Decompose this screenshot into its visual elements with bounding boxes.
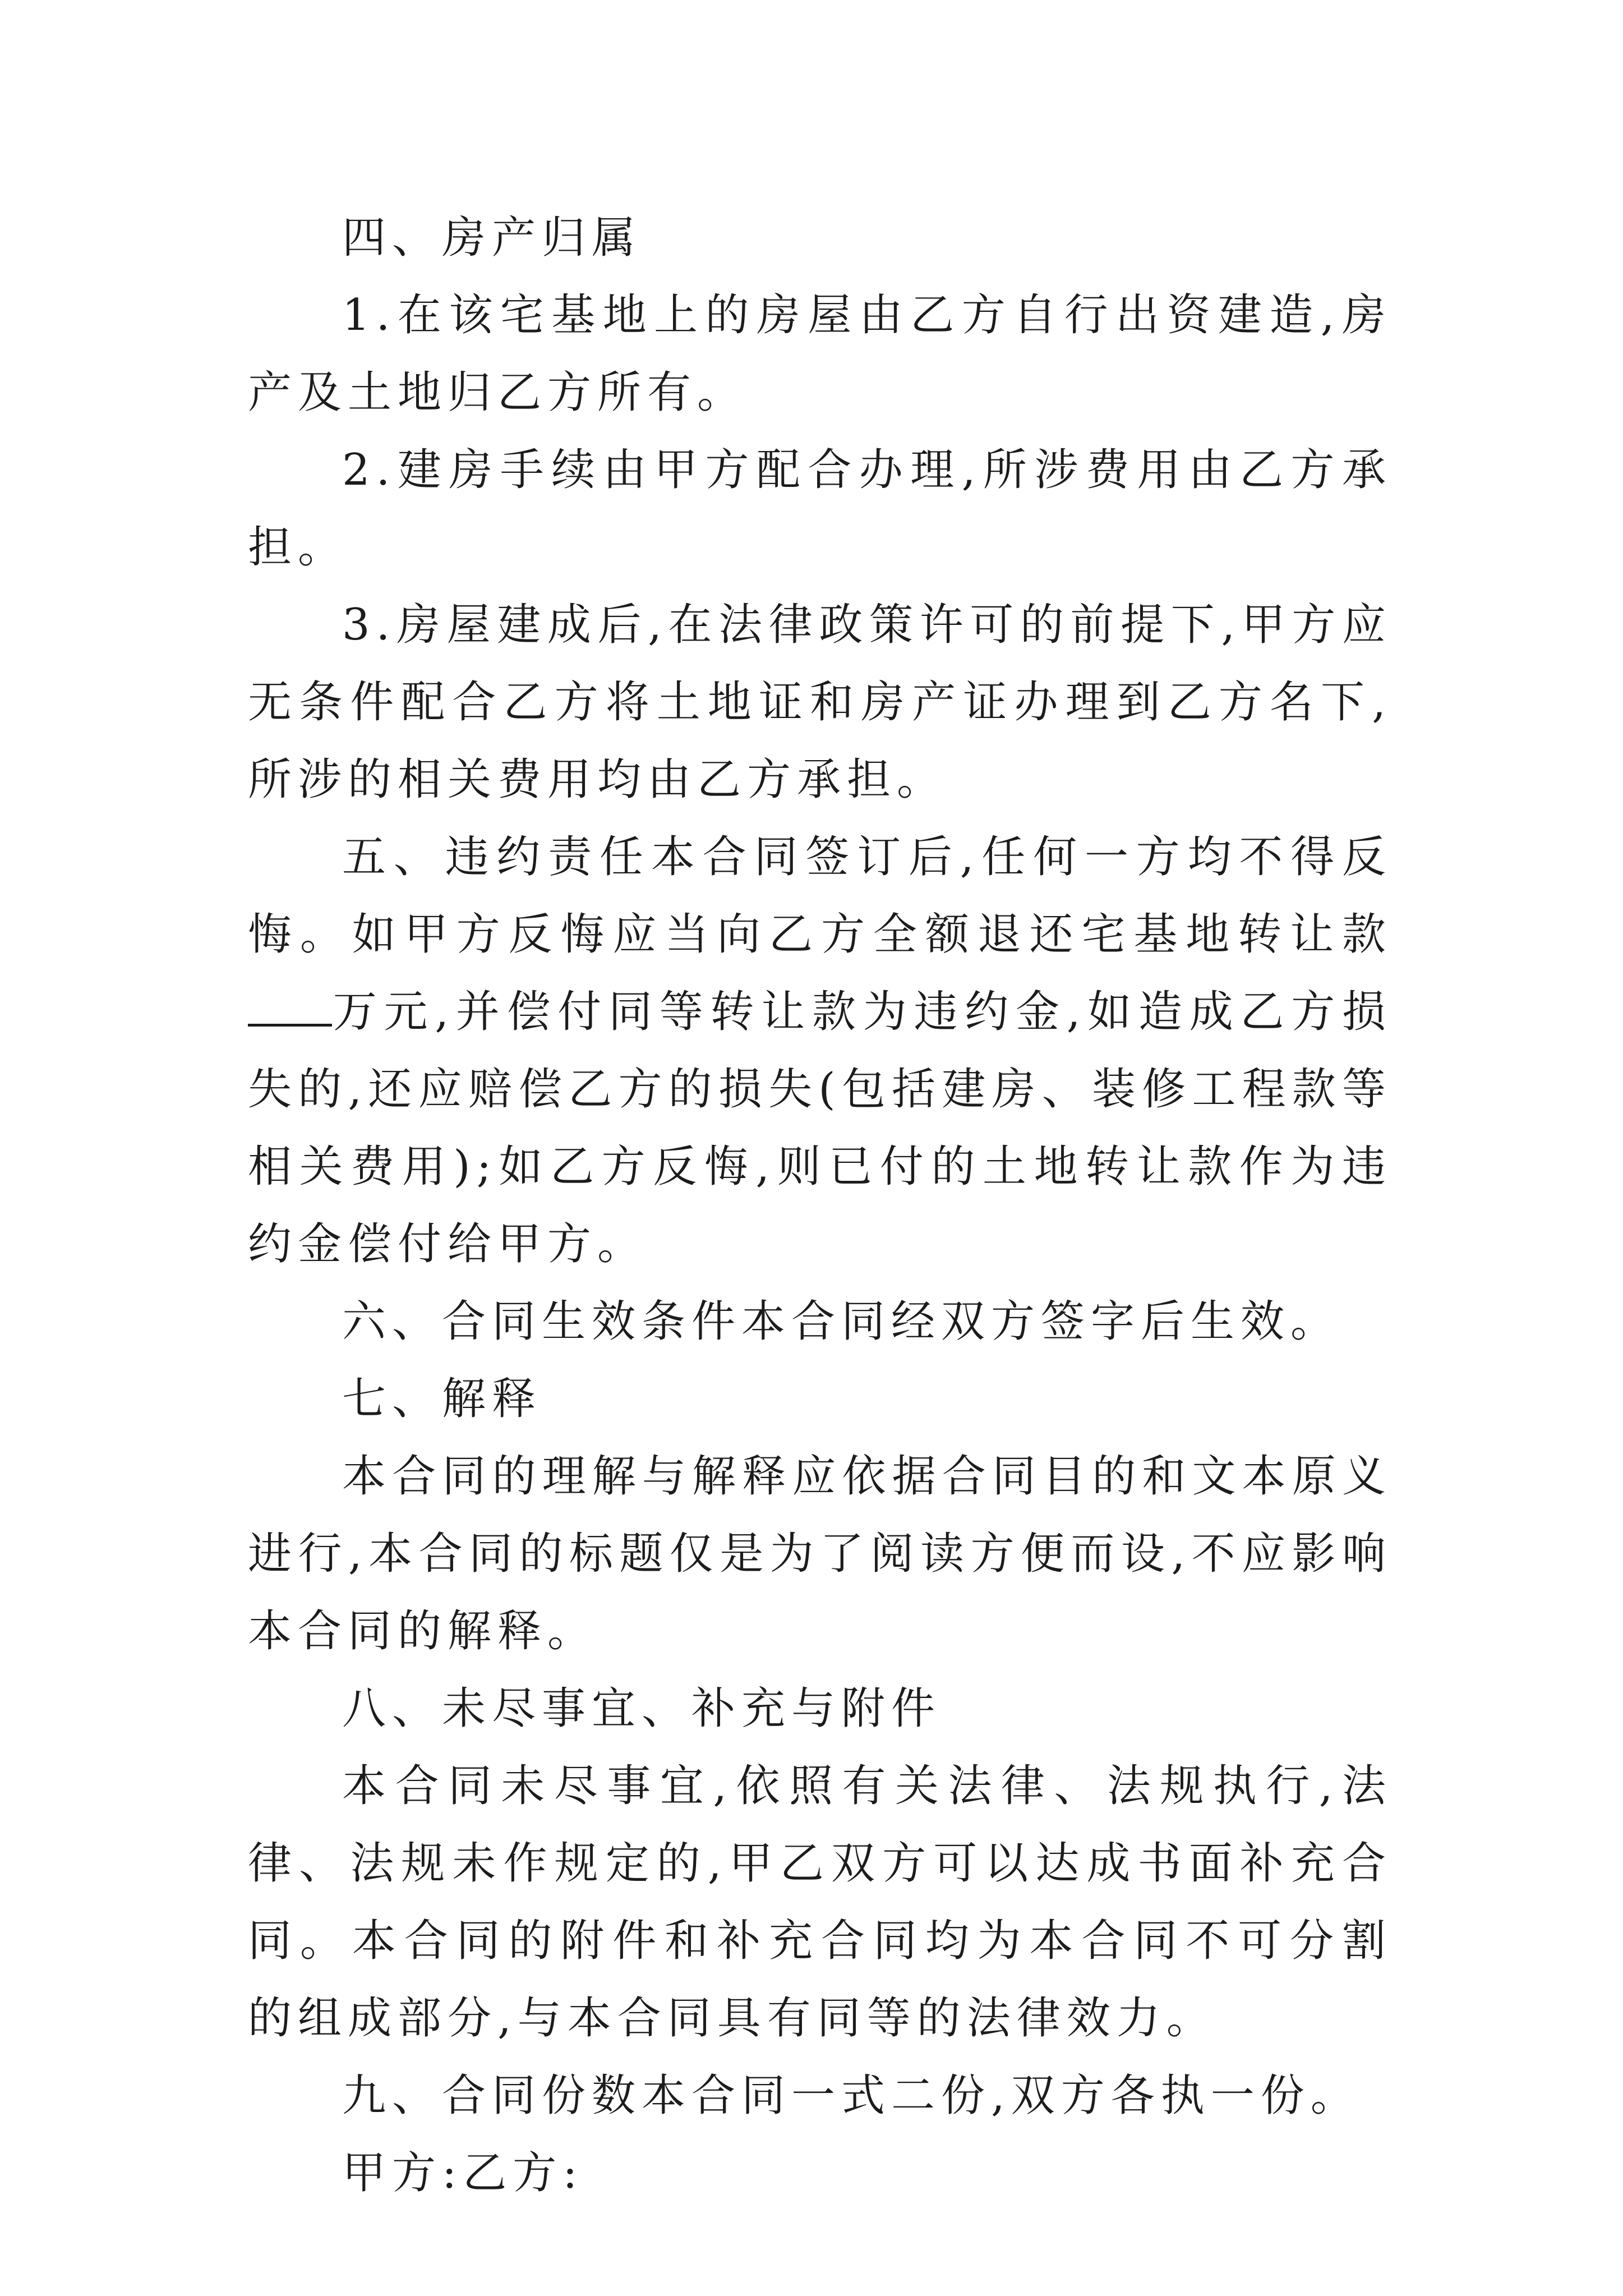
section-9-copies: 九、合同份数本合同一式二份,双方各执一份。 (342, 2070, 1361, 2121)
section-5-breach (248, 818, 1392, 1283)
section-5-text-part-2: 万元,并偿付同等转让款为违约金,如造成乙方损失的,还应赔偿乙方的损失(包括建房、装修工程款等相关费用);如乙方反悔,则已付的土地转让款作为违约金偿付给甲方。 (248, 987, 1392, 1269)
section-8-body: 本合同未尽事宜,依照有关法律、法规执行,法律、法规未作规定的,甲乙双方可以达成书面补充合同。本合同的附件和补充合同均为本合同不可分割的组成部分,与本合同具有同等的法律效力。 (248, 1761, 1392, 2044)
section-4-item-1: 1.在该宅基地上的房屋由乙方自行出资建造,房产及土地归乙方所有。 (248, 290, 1392, 418)
section-7-body: 本合同的理解与解释应依据合同目的和文本原义进行,本合同的标题仅是为了阅读方便而设,不应影响本合同的解释。 (248, 1451, 1392, 1657)
section-4-item-2: 2.建房手续由甲方配合办理,所涉费用由乙方承担。 (248, 445, 1392, 573)
section-5-text-part-1: 五、违约责任本合同签订后,任何一方均不得反悔。如甲方反悔应当向乙方全额退还宅基地转让款 (248, 832, 1392, 960)
section-4-item-3: 3.房屋建成后,在法律政策许可的前提下,甲方应无条件配合乙方将土地证和房产证办理到乙方名下,所涉的相关费用均由乙方承担。 (248, 600, 1392, 805)
section-6-effectiveness: 六、合同生效条件本合同经双方签字后生效。 (342, 1296, 1341, 1347)
section-8-heading: 八、未尽事宜、补充与附件 (342, 1683, 942, 1734)
amount-blank (248, 990, 332, 1027)
section-4-heading: 四、房产归属 (342, 213, 642, 263)
section-7-heading: 七、解释 (342, 1374, 542, 1424)
contract-text (248, 199, 1392, 2212)
signature-line: 甲方:乙方: (342, 2148, 584, 2198)
